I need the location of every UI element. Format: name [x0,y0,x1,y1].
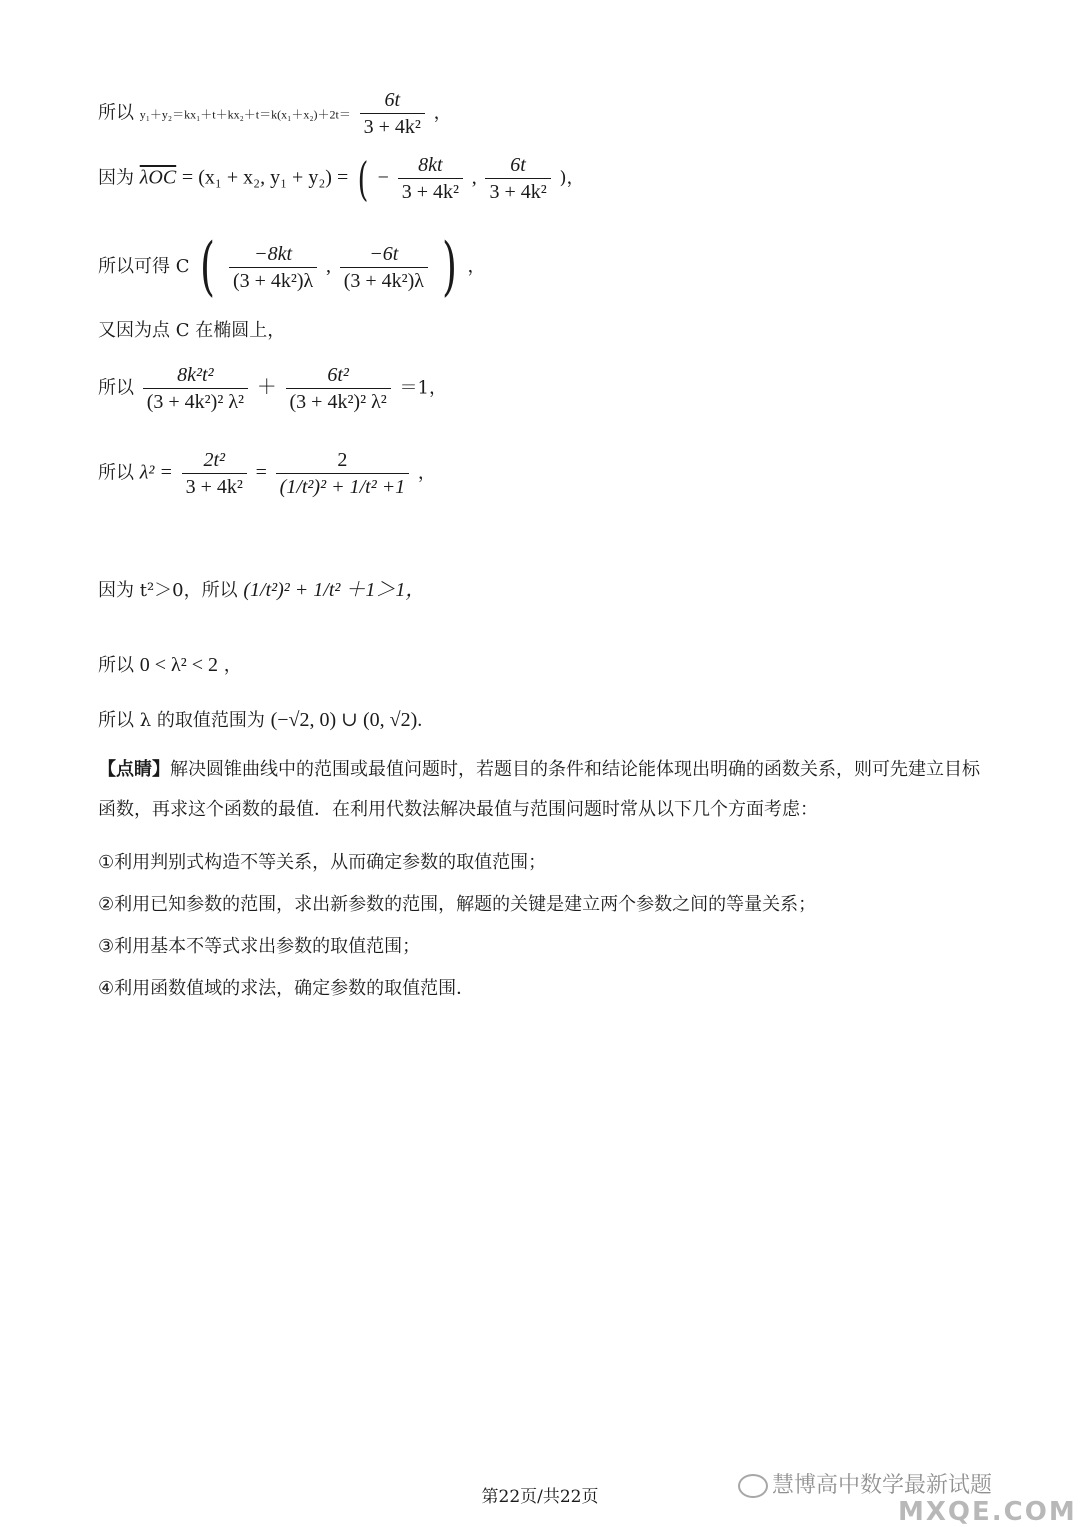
denominator: 3 + 4k² [185,476,243,498]
comment-item-4: ④利用函数值域的求法，确定参数的取值范围． [98,978,475,999]
left-paren: ( [357,151,369,206]
denominator: (3 + 4k²)λ [343,269,424,292]
text-prefix: 因为 [98,167,134,189]
denominator: (3 + 4k²)λ [232,269,314,292]
fraction [398,155,463,202]
text-prefix: 所以 [98,710,134,731]
text-prefix: 所以 [98,377,134,399]
fraction [340,244,428,291]
comment-item-2: ②利用已知参数的范围，求出新参数的范围，解题的关键是建立两个参数之间的等量关系； [98,894,817,915]
punctuation: ， [417,462,436,484]
punctuation: ， [433,102,452,124]
sum-expression: y₁＋y₂＝kx₁＋t＋kx₂＋t＝k(x₁＋x₂)＋2t＝ [139,107,351,122]
equation-line-1 [98,90,452,137]
numerator: 8kt [398,155,463,179]
comma: , [471,166,477,189]
comment-paragraph [98,750,988,830]
page-number: 第22页/共22页 [481,1487,599,1507]
comment-body: 解决圆锥曲线中的范围或最值问题时，若题目的条件和结论能体现出明确的函数关系，则可先建立目标函数，再求这个函数的最值．在利用代数法解决最值与范围问题时常从以下几个方面考虑： [98,759,980,820]
lambda-lhs: λ² = [139,461,173,484]
denominator: (3 + 4k²)² λ² [289,391,387,413]
vector-lhs: $\overline{\lambda OC}$ [139,166,177,189]
numerator: 2t² [182,450,247,474]
right-paren: ) [441,230,457,304]
range-expression: (−√2, 0) ∪ (0, √2). [270,709,423,731]
comment-tag: 【点睛】 [98,759,170,780]
fraction [143,365,248,412]
left-paren: ( [200,230,216,304]
equation-line-7 [98,580,425,600]
numerator: −6t [340,244,428,268]
comment-item-3: ③利用基本不等式求出参数的取值范围； [98,936,421,957]
denominator: (3 + 4k²)² λ² [146,391,245,413]
numerator: 6t² [286,365,391,389]
punctuation: )， [559,167,585,189]
equation-line-2 [98,151,585,206]
fraction [229,244,317,291]
equals-sign: = [255,461,267,484]
comma: , [325,255,331,277]
fraction [485,155,550,202]
equation-line-6 [98,450,436,497]
minus-sign: − [377,166,389,189]
inequality-expression: 0 < λ² < 2 [139,654,218,676]
equation-line-8 [98,655,242,675]
fraction [286,365,391,412]
watermark-site: MXQE.COM [898,1497,1077,1527]
numerator: −8kt [229,244,317,268]
text-prefix: 所以 [98,102,134,124]
punctuation: ， [223,655,242,676]
text-prefix: 所以 [98,462,134,484]
fraction [182,450,247,497]
text-prefix: 所以 [98,655,134,676]
text-prefix: 因为 t²＞0，所以 [98,580,238,601]
equation-line-5 [98,365,447,412]
denominator: (1/t²)² + 1/t² +1 [279,476,406,498]
inequality-expression: (1/t²)² + 1/t² ＋1＞1， [243,579,426,601]
denominator: 3 + 4k² [363,116,421,138]
vector-expression: = (x₁ + x₂, y₁ + y₂) = [181,166,349,189]
fraction [360,90,425,137]
denominator: 3 + 4k² [489,181,547,203]
equation-line-3 [98,230,486,304]
watermark-text: 慧博高中数学最新试题 [772,1473,993,1498]
punctuation: ， [467,256,486,277]
equation-line-9 [98,710,422,730]
numerator: 8k²t² [143,365,248,389]
text-middle: λ 的取值范围为 [139,710,265,731]
numerator: 2 [276,450,410,474]
text-prefix: 所以可得 C [98,256,190,277]
punctuation: ＝1， [399,377,447,399]
plus-sign: ＋ [256,376,277,399]
denominator: 3 + 4k² [401,181,459,203]
text-line-4: 又因为点 C 在椭圆上， [98,320,286,341]
numerator: 6t [360,90,425,114]
numerator: 6t [485,155,550,179]
fraction [276,450,410,497]
comment-item-1: ①利用判别式构造不等关系，从而确定参数的取值范围； [98,852,547,873]
